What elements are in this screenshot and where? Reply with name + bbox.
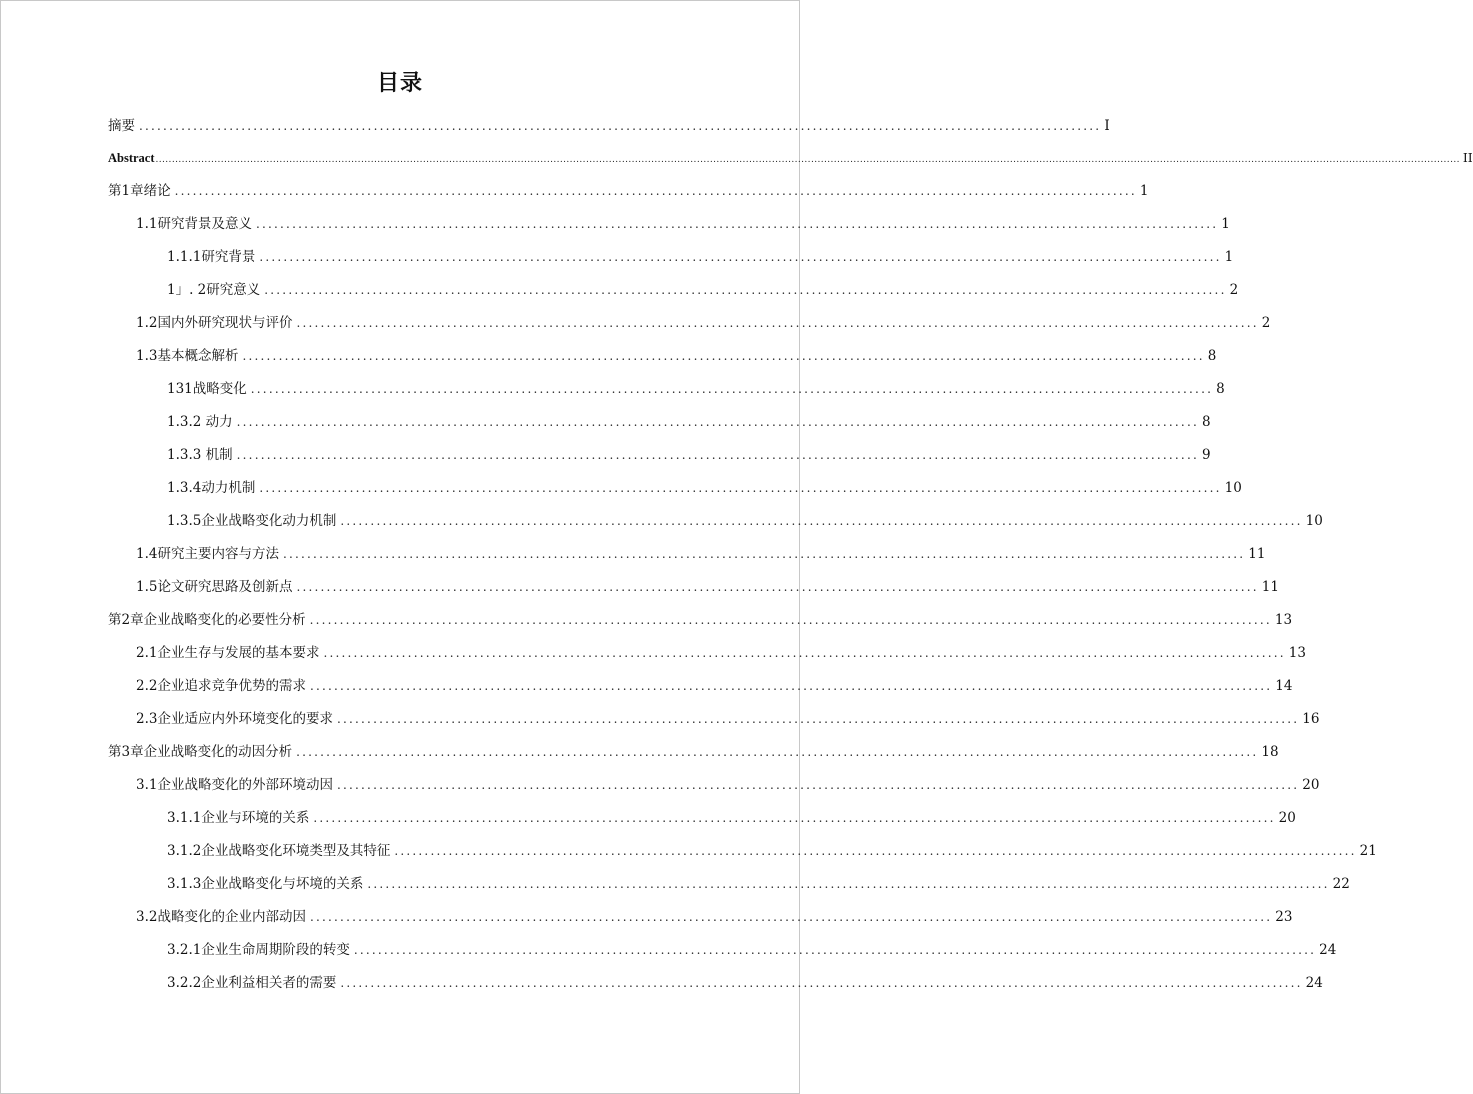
- toc-label: 2.2企业追求竞争优势的需求: [136, 678, 306, 694]
- toc-entry: [167, 446, 1211, 464]
- toc-leader: ................................................................................................................................................................: [255, 217, 1219, 231]
- toc-label: 1.3.2 动力: [167, 414, 233, 430]
- toc-page-number: 2: [1229, 282, 1239, 298]
- toc-page-number: 8: [1207, 348, 1217, 364]
- toc-page-number: 1: [1221, 216, 1230, 232]
- toc-entry: [108, 149, 1473, 169]
- toc-entry: [167, 380, 1225, 398]
- toc-leader: ................................................................................................................................................................: [309, 679, 1273, 693]
- toc-entry: [167, 941, 1337, 959]
- toc-entry: [136, 314, 1271, 332]
- toc-label: 3.1.2企业战略变化环境类型及其特征: [167, 843, 391, 859]
- toc-entry: [108, 611, 1293, 629]
- toc-label: 131战略变化: [167, 381, 247, 397]
- toc-leader: ................................................................................................................................................................: [174, 184, 1137, 198]
- toc-entry: [136, 347, 1217, 365]
- toc-label: 3.1.1企业与环境的关系: [167, 810, 310, 826]
- toc-leader: ................................................................................................................................................................: [259, 481, 1222, 495]
- toc-entry: [136, 908, 1293, 926]
- toc-page-number: 24: [1319, 942, 1337, 958]
- toc-page-number: 13: [1274, 612, 1293, 628]
- toc-label: 3.1.3企业战略变化与坏境的关系: [167, 876, 364, 892]
- toc-leader: ................................................................................................................................................................: [250, 382, 1214, 396]
- toc-entry: [136, 215, 1230, 233]
- toc-entry: [167, 842, 1377, 860]
- toc-entry: [167, 413, 1211, 431]
- toc-page-number: 2: [1261, 315, 1271, 331]
- toc-label: 1.3.5企业战略变化动力机制: [167, 513, 337, 529]
- toc-page-number: II: [1462, 150, 1473, 165]
- toc-label: 3.1企业战略变化的外部环境动因: [136, 777, 333, 793]
- toc-page-number: 11: [1261, 579, 1279, 595]
- toc-page-number: 18: [1261, 744, 1279, 760]
- toc-page-number: 23: [1275, 909, 1293, 925]
- toc-page-number: 14: [1275, 678, 1293, 694]
- toc-entry: [136, 644, 1306, 662]
- toc-label: Abstract: [108, 151, 155, 165]
- toc-entry: [167, 974, 1323, 992]
- toc-label: 1.1研究背景及意义: [136, 216, 252, 232]
- toc-leader: ................................................................................................................................................................: [236, 415, 1199, 429]
- toc-entry: [108, 743, 1279, 761]
- toc-entry: [167, 479, 1242, 497]
- toc-entry: [167, 248, 1234, 266]
- toc-leader: ................................................................................................................................................................: [264, 283, 1227, 297]
- toc-leader: ................................................................................................................................................................: [296, 580, 1259, 594]
- toc-page-number: 16: [1302, 711, 1320, 727]
- toc-leader: ................................................................................................................................................................: [139, 119, 1102, 133]
- toc-page-number: 8: [1216, 381, 1225, 397]
- toc-leader: ................................................................................................................................................................: [296, 316, 1259, 330]
- toc-leader: ................................................................................................................................................................: [236, 448, 1199, 462]
- toc-leader: ................................................................................................................................................................: [367, 877, 1330, 891]
- toc-label: 1.2国内外研究现状与评价: [136, 315, 293, 331]
- toc-label: 第1章绪论: [108, 183, 171, 199]
- toc-label: 摘要: [108, 118, 135, 134]
- toc-entry: [108, 182, 1149, 200]
- toc-page-number: 13: [1288, 645, 1306, 661]
- toc-leader: ................................................................................................................................................................: [309, 613, 1272, 627]
- toc-label: 1」. 2研究意义: [167, 282, 261, 298]
- toc-entry: [167, 512, 1323, 530]
- toc-page-number: 20: [1278, 810, 1296, 826]
- toc-page-number: 8: [1201, 414, 1211, 430]
- toc-leader: ................................................................................................................................................................: [309, 910, 1273, 924]
- toc-label: 1.4研究主要内容与方法: [136, 546, 279, 562]
- toc-label: 1.3基本概念解析: [136, 348, 239, 364]
- toc-label: 2.3企业适应内外环境变化的要求: [136, 711, 333, 727]
- toc-page-number: I: [1104, 118, 1110, 134]
- toc-entry: [108, 117, 1110, 135]
- toc-page-number: 1: [1139, 183, 1149, 199]
- toc-leader: ................................................................................................................................................................: [336, 778, 1300, 792]
- toc-page-number: 10: [1305, 513, 1323, 529]
- toc-leader: ................................................................................................................................................................: [394, 844, 1357, 858]
- toc-entry: [136, 545, 1266, 563]
- toc-page-number: 9: [1201, 447, 1211, 463]
- toc-leader: ................................................................................................................................................................: [313, 811, 1276, 825]
- toc-page-number: 24: [1305, 975, 1323, 991]
- toc-leader: ................................................................................................................................................................: [242, 349, 1205, 363]
- toc-label: 3.2.1企业生命周期阶段的转变: [167, 942, 350, 958]
- toc-entry: [136, 578, 1279, 596]
- toc-label: 3.2战略变化的企业内部动因: [136, 909, 306, 925]
- toc-leader: ................................................................................................................................................................: [353, 943, 1317, 957]
- toc-page-number: 20: [1302, 777, 1320, 793]
- toc-entry: [136, 776, 1320, 794]
- toc-entry: [167, 875, 1350, 893]
- toc-leader: ................................................................................................................................................................................................................................................................................................................................................................................................................: [155, 155, 1460, 165]
- toc-leader: ................................................................................................................................................................: [282, 547, 1246, 561]
- toc-leader: ................................................................................................................................................................: [259, 250, 1222, 264]
- toc-page-number: 1: [1224, 249, 1234, 265]
- toc-leader: ................................................................................................................................................................: [296, 745, 1259, 759]
- toc-leader: ................................................................................................................................................................: [336, 712, 1300, 726]
- page-title: 目录: [376, 71, 423, 96]
- toc-label: 3.2.2企业利益相关者的需要: [167, 975, 337, 991]
- toc-label: 2.1企业生存与发展的基本要求: [136, 645, 320, 661]
- toc-page-number: 22: [1332, 876, 1350, 892]
- toc-leader: ................................................................................................................................................................: [323, 646, 1286, 660]
- toc-entry: [136, 677, 1293, 695]
- toc-entry: [167, 809, 1296, 827]
- toc-leader: ................................................................................................................................................................: [340, 514, 1303, 528]
- toc-label: 1.3.4动力机制: [167, 480, 256, 496]
- toc-entry: [136, 710, 1320, 728]
- toc-page-number: 11: [1248, 546, 1266, 562]
- toc-page-number: 10: [1224, 480, 1242, 496]
- toc-label: 1.5论文研究思路及创新点: [136, 579, 293, 595]
- toc-label: 1.3.3 机制: [167, 447, 233, 463]
- toc-page-number: 21: [1359, 843, 1377, 859]
- toc-entry: [167, 281, 1239, 299]
- toc-leader: ................................................................................................................................................................: [340, 976, 1303, 990]
- toc-label: 第2章企业战略变化的必要性分析: [108, 612, 306, 628]
- toc-label: 1.1.1研究背景: [167, 249, 256, 265]
- toc-label: 第3章企业战略变化的动因分析: [108, 744, 293, 760]
